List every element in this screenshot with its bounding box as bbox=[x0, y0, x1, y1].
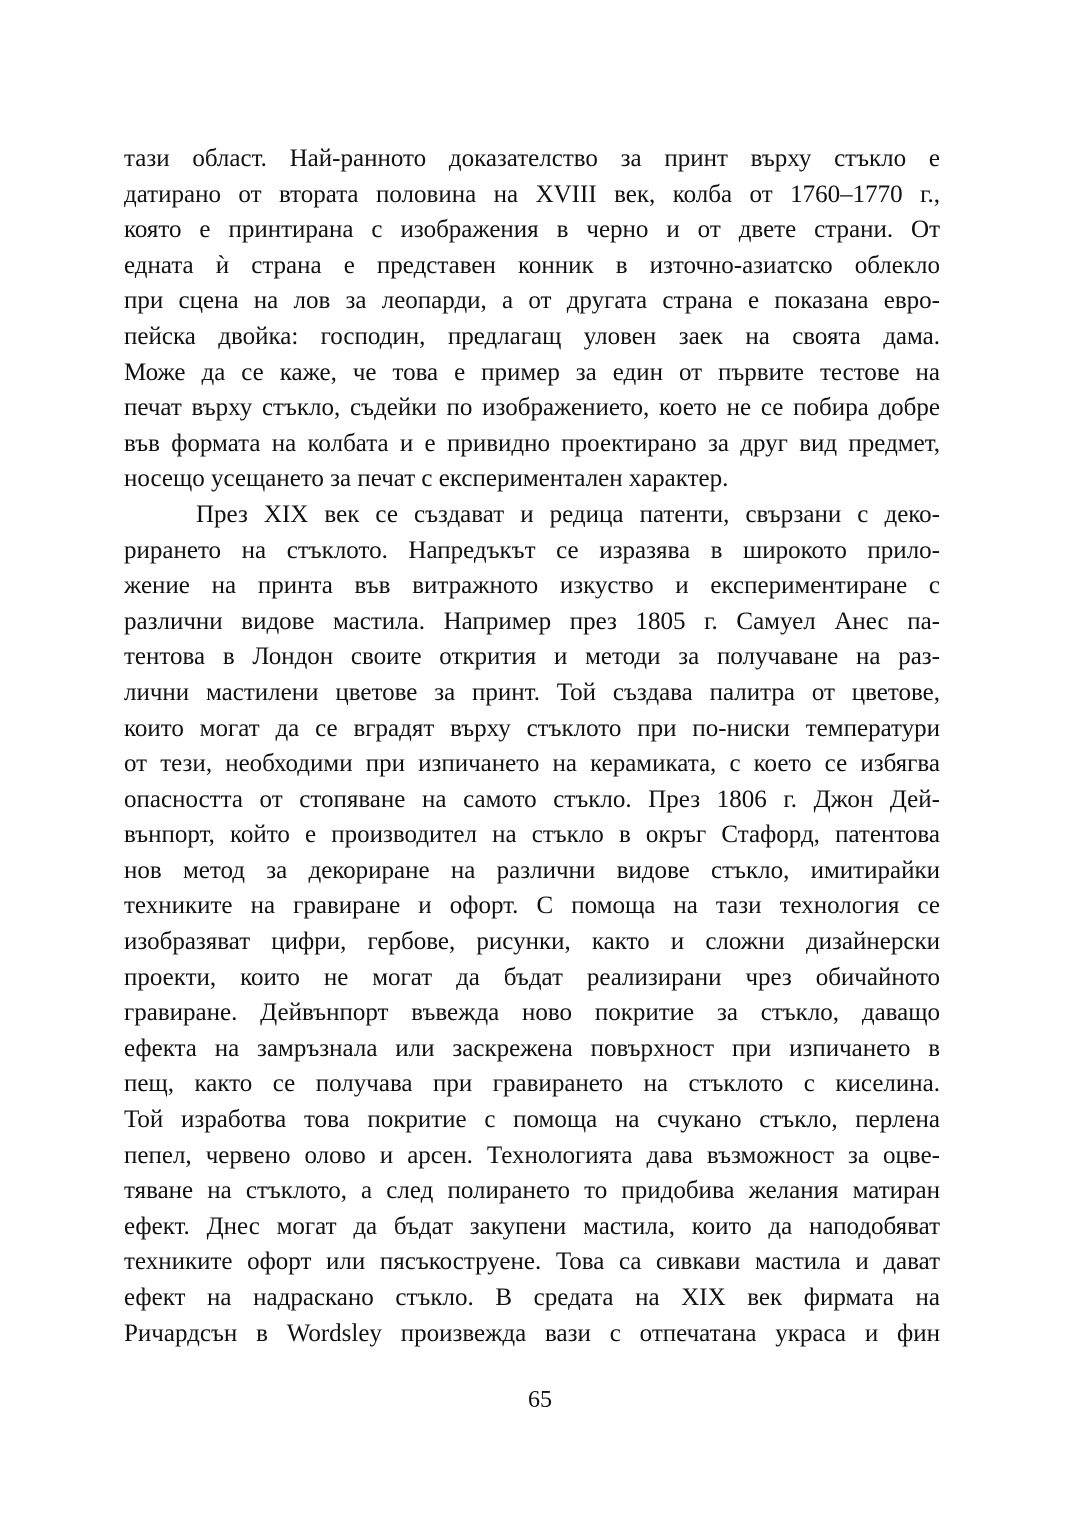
text-line: тяване на стъклото, а след полирането то придобива желания матиран bbox=[124, 1177, 940, 1205]
text-line: жение на принта във витражното изкуство и експериментиране с bbox=[124, 572, 940, 600]
paragraph-2 bbox=[124, 497, 940, 1351]
text-line: изобразяват цифри, гербове, рисунки, както и сложни дизайнерски bbox=[124, 928, 940, 956]
text-line: През XIX век се създават и редица патенти, свързани с деко- bbox=[196, 500, 940, 528]
text-line: които могат да се вградят върху стъклото при по-ниски температури bbox=[124, 714, 940, 742]
text-line: пепел, червено олово и арсен. Технологията дава възможност за оцве- bbox=[124, 1141, 940, 1169]
text-line: ефект. Днес могат да бъдат закупени мастила, които да наподобяват bbox=[124, 1212, 940, 1240]
text-line: проекти, които не могат да бъдат реализирани чрез обичайното bbox=[124, 963, 940, 991]
text-line: ефекта на замръзнала или заскрежена повърхност при изпичането в bbox=[124, 1034, 940, 1062]
text-line: носещо усещането за печат с експериментален характер. bbox=[124, 465, 729, 493]
text-line: печат върху стъкло, съдейки по изображението, което не се побира добре bbox=[124, 394, 940, 422]
text-line: пещ, както се получава при гравирането на стъклото с киселина. bbox=[124, 1070, 940, 1098]
text-line: тази област. Най-ранното доказателство за принт върху стъкло е bbox=[124, 145, 940, 172]
text-line: във формата на колбата и е привидно проектирано за друг вид предмет, bbox=[124, 429, 940, 457]
text-line: Той изработва това покритие с помоща на счукано стъкло, перлена bbox=[124, 1106, 940, 1134]
text-line: гравиране. Дейвънпорт въвежда ново покритие за стъкло, даващо bbox=[124, 999, 940, 1027]
text-line: датирано от втората половина на XVIII век, колба от 1760–1770 г., bbox=[124, 180, 940, 208]
text-line: рирането на стъклото. Напредъкът се изразява в широкото прило- bbox=[124, 536, 940, 564]
text-line: опасността от стопяване на самото стъкло. През 1806 г. Джон Дей- bbox=[124, 785, 940, 813]
text-line: едната ѝ страна е представен конник в източно-азиатско облекло bbox=[124, 251, 940, 279]
text-line: различни видове мастила. Например през 1805 г. Самуел Анес па- bbox=[124, 607, 940, 635]
paragraph-1 bbox=[124, 141, 940, 497]
text-line: пейска двойка: господин, предлагащ уловен заек на своята дама. bbox=[124, 322, 940, 350]
text-line: ефект на надраскано стъкло. В средата на XIX век фирмата на bbox=[124, 1284, 940, 1311]
text-line: вънпорт, който е производител на стъкло в окръг Стафорд, патентова bbox=[124, 821, 940, 849]
text-line: нов метод за декориране на различни видове стъкло, имитирайки bbox=[124, 856, 940, 884]
text-line: Може да се каже, че това е пример за един от първите тестове на bbox=[124, 358, 940, 386]
text-line: техниките на гравиране и офорт. С помоща на тази технология се bbox=[124, 892, 940, 920]
body-text bbox=[124, 141, 940, 1351]
text-line: Ричардсън в Wordsley произвежда вази с отпечатана украса и фин bbox=[124, 1319, 940, 1347]
text-line: тентова в Лондон своите открития и методи за получаване на раз- bbox=[124, 643, 940, 671]
text-line: техниките офорт или пясъкоструене. Това са сивкави мастила и дават bbox=[124, 1248, 940, 1276]
page-number: 65 bbox=[528, 1387, 552, 1413]
text-line: при сцена на лов за леопарди, а от другата страна е показана евро- bbox=[124, 287, 940, 315]
text-line: лични мастилени цветове за принт. Той създава палитра от цветове, bbox=[124, 678, 940, 706]
text-line: от тези, необходими при изпичането на керамиката, с което се избягва bbox=[124, 750, 940, 778]
text-line: която е принтирана с изображения в черно и от двете страни. От bbox=[124, 216, 940, 244]
